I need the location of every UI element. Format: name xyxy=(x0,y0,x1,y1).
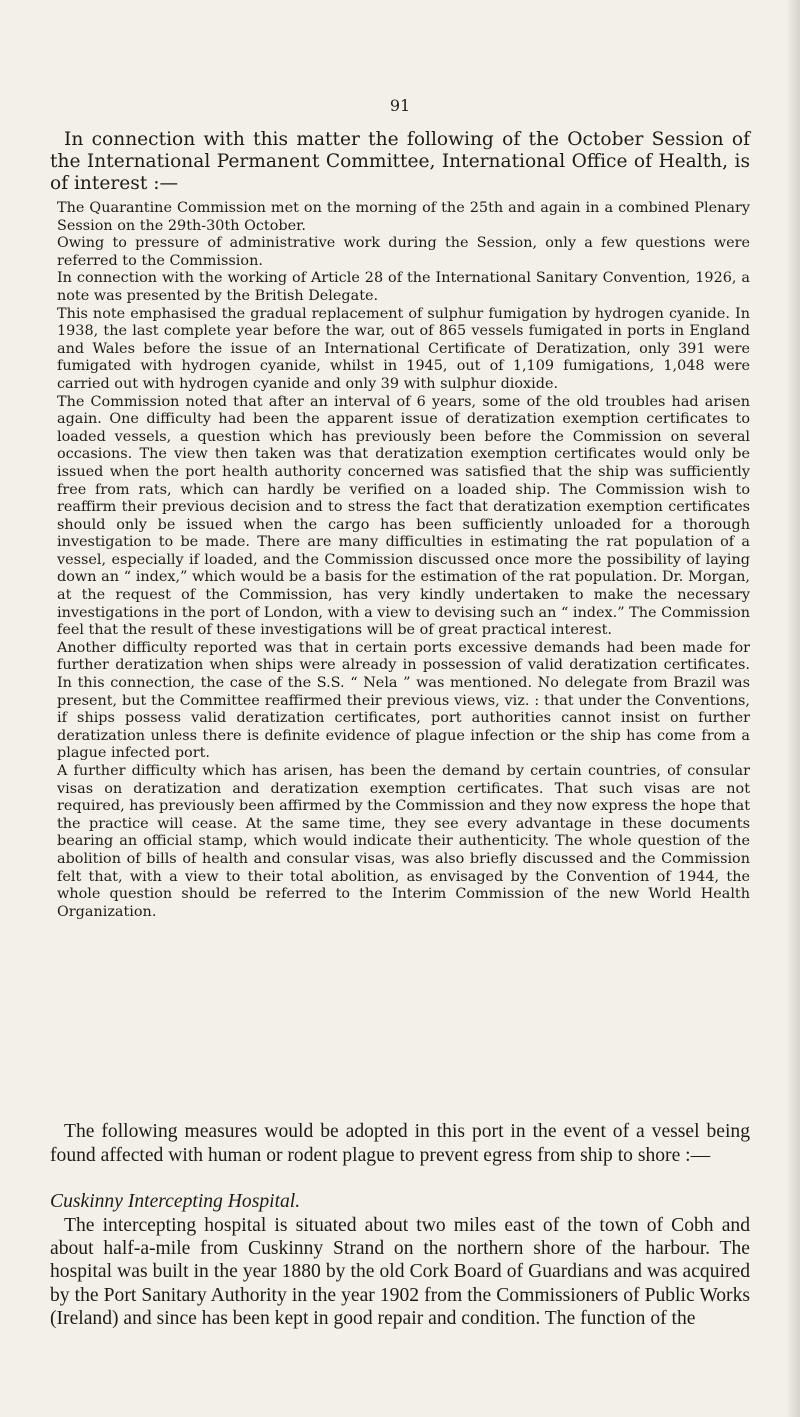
report-paragraph: The Quarantine Commission met on the morning of the 25th and again in a combined Plenary Session on the 29th-30th October. xyxy=(57,200,750,234)
section-heading: Cuskinny Intercepting Hospital. xyxy=(50,1191,301,1212)
report-paragraph: Another difficulty reported was that in certain ports excessive demands had been made for further deratization when ships were already in possession of valid deratization certificates. In this connection, the case of the S.S. “ Nela ” was mentioned. No delegate from Brazil was present, but the Committee reaffirmed their previous views, viz. : that under the Conventions, if ships possess valid deratization certificates, port authorities cannot insist on further deratization unless there is definite evidence of plague infection or the ship has come from a plague infected port. xyxy=(57,639,750,762)
page-number: 91 xyxy=(389,96,411,115)
report-paragraph: A further difficulty which has arisen, has been the demand by certain countries, of consular visas on deratization and deratization exemption certificates. That such visas are not required, has previously been affirmed by the Commission and they now express the hope that the practice will cease. At the same time, they see every advantage in these documents bearing an official stamp, which would indicate their authenticity. The whole question of the abolition of bills of health and consular visas, was also briefly discussed and the Commission felt that, with a view to their total abolition, as envisaged by the Convention of 1944, the whole question should be referred to the Interim Commission of the new World Health Organization. xyxy=(57,763,750,920)
report-paragraph: In connection with the working of Article 28 of the International Sanitary Convention, 1926, a note was presented by the British Delegate. xyxy=(57,270,750,304)
report-paragraph: Owing to pressure of administrative work during the Session, only a few questions were referred to the Commission. xyxy=(57,235,750,269)
intro-paragraph: In connection with this matter the following of the October Session of the International Permanent Committee, International Office of Health, is of interest :— xyxy=(50,129,750,194)
measures-lead-paragraph: The following measures would be adopted in this port in the event of a vessel being found affected with human or rodent plague to prevent egress from ship to shore :— xyxy=(50,1121,750,1166)
page-edge-shadow xyxy=(786,0,800,1417)
quoted-report xyxy=(57,200,750,921)
hospital-paragraph: The intercepting hospital is situated about two miles east of the town of Cobh and about half-a-mile from Cuskinny Strand on the northern shore of the harbour. The hospital was built in the year 1880 by the old Cork Board of Guardians and was acquired by the Port Sanitary Authority in the year 1902 from the Commissioners of Public Works (Ireland) and since has been kept in good repair and condition. The function of the xyxy=(50,1215,750,1329)
report-paragraph: The Commission noted that after an interval of 6 years, some of the old troubles had arisen again. One difficulty had been the apparent issue of deratization exemption certificates to loaded vessels, a question which has previously been before the Commission on several occasions. The view then taken was that deratization exemption certificates would only be issued when the port health authority concerned was satisfied that the ship was sufficiently free from rats, which can hardly be verified on a loaded ship. The Commission wish to reaffirm their previous decision and to stress the fact that deratization exemption certificates should only be issued when the cargo has been sufficiently unloaded for a thorough investigation to be made. There are many difficulties in estimating the rat population of a vessel, especially if loaded, and the Commission discussed once more the possibility of laying down an “ index,” which would be a basis for the estimation of the rat population. Dr. Morgan, at the request of the Commission, has very kindly undertaken to make the necessary investigations in the port of London, with a view to devising such an “ index.” The Commission feel that the result of these investigations will be of great practical interest. xyxy=(57,393,750,639)
report-paragraph: This note emphasised the gradual replacement of sulphur fumigation by hydrogen cyanide. In 1938, the last complete year before the war, out of 865 vessels fumigated in ports in England and Wales before the issue of an International Certificate of Deratization, only 391 were fumigated with hydrogen cyanide, whilst in 1945, out of 1,109 fumigations, 1,048 were carried out with hydrogen cyanide and only 39 with sulphur dioxide. xyxy=(57,305,750,392)
